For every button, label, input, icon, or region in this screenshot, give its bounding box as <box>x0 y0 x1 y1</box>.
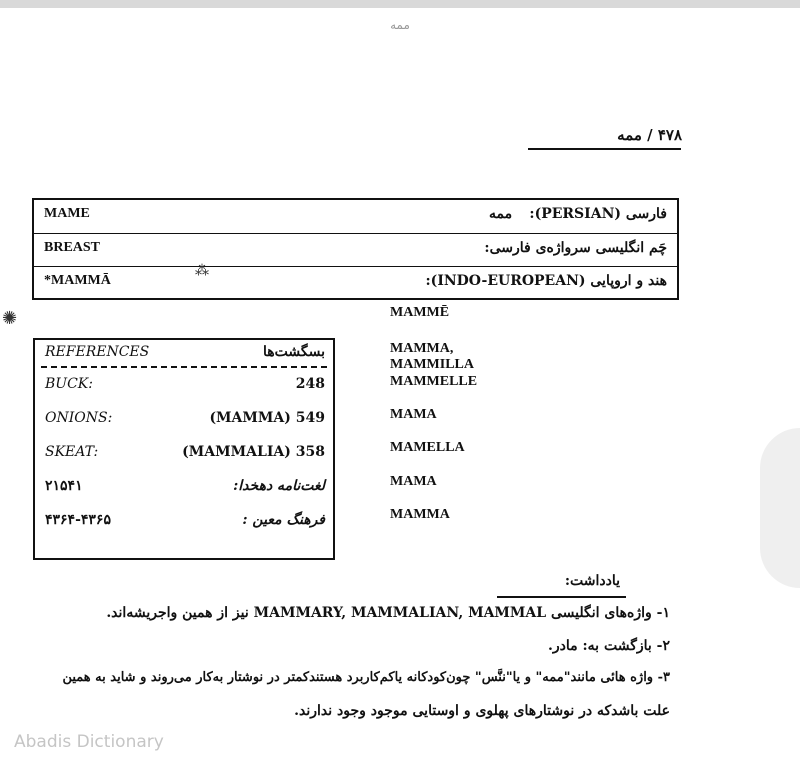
etymology-box <box>32 198 679 300</box>
reference-source: ONIONS: <box>45 410 113 426</box>
reference-value: (MAMMALIA) 358 <box>182 444 325 460</box>
reference-value: (MAMMA) 549 <box>209 410 325 426</box>
language-word: MAMMĒ <box>390 305 450 320</box>
english-en: BREAST <box>44 240 101 255</box>
reference-value: ۲۱۵۴۱ <box>45 478 83 494</box>
reference-source: لغت‌نامه دهخدا: <box>233 478 325 494</box>
language-word: MAMELLA <box>390 440 465 455</box>
page-shadow <box>760 428 800 588</box>
reference-source: فرهنگ معین : <box>242 512 325 528</box>
ink-smudge: ✺ <box>2 308 18 329</box>
note-line: ۳- واژه هائی مانند"ممه" و یا"ننَّس" چون‌کودکانه یاکم‌کاربرد هستندکمتر در نوشتار به‌کار می‌روند و شاید به همین <box>62 670 670 685</box>
reference-source: BUCK: <box>45 376 93 392</box>
references-divider <box>41 366 327 368</box>
persian-row <box>34 200 677 233</box>
note-line: ۲- بازگشت به: مادر. <box>548 638 670 654</box>
ink-smudge: ⁂ <box>195 263 209 279</box>
english-row <box>34 233 677 267</box>
references-title-fa: بسگشت‌ها <box>262 344 325 360</box>
ie-row <box>34 266 677 300</box>
language-word: MAMA <box>390 474 437 489</box>
notes-rule <box>497 596 626 598</box>
english-label: چَم انگلیسی سرواژه‌ی فارسی: <box>484 240 667 256</box>
persian-en: MAME <box>44 206 90 221</box>
watermark: Abadis Dictionary <box>14 732 164 752</box>
notes-title: یادداشت: <box>564 573 620 589</box>
page-heading: ۴۷۸ / ممه <box>617 126 682 144</box>
note-line: علت باشدکه در نوشتارهای پهلوی و اوستایی موجود وجود ندارند. <box>294 703 670 719</box>
ie-en: *MAMMĀ <box>44 273 111 288</box>
language-word: MAMA <box>390 407 437 422</box>
reference-value: 248 <box>295 376 325 392</box>
document-page <box>0 8 800 760</box>
header-word: ممه <box>390 18 410 32</box>
reference-value: ۴۳۶۴-۴۳۶۵ <box>45 512 111 528</box>
language-word: MAMMELLE <box>390 374 478 389</box>
note-line: ۱- واژه‌های انگلیسی MAMMARY, MAMMALIAN, MAMMAL نیز از همین واجریشه‌اند. <box>106 605 670 621</box>
persian-label: فارسی (PERSIAN): <box>529 206 667 222</box>
reference-source: SKEAT: <box>45 444 99 460</box>
top-bar <box>0 0 800 8</box>
ie-label: هند و اروپایی (INDO-EUROPEAN): <box>425 273 667 289</box>
persian-word: ممه <box>489 206 513 222</box>
language-word: MAMMA <box>390 507 450 522</box>
heading-rule <box>528 148 681 150</box>
language-word: MAMMA, MAMMILLA <box>390 341 474 372</box>
references-box <box>33 338 335 560</box>
references-title: REFERENCES <box>45 344 150 360</box>
